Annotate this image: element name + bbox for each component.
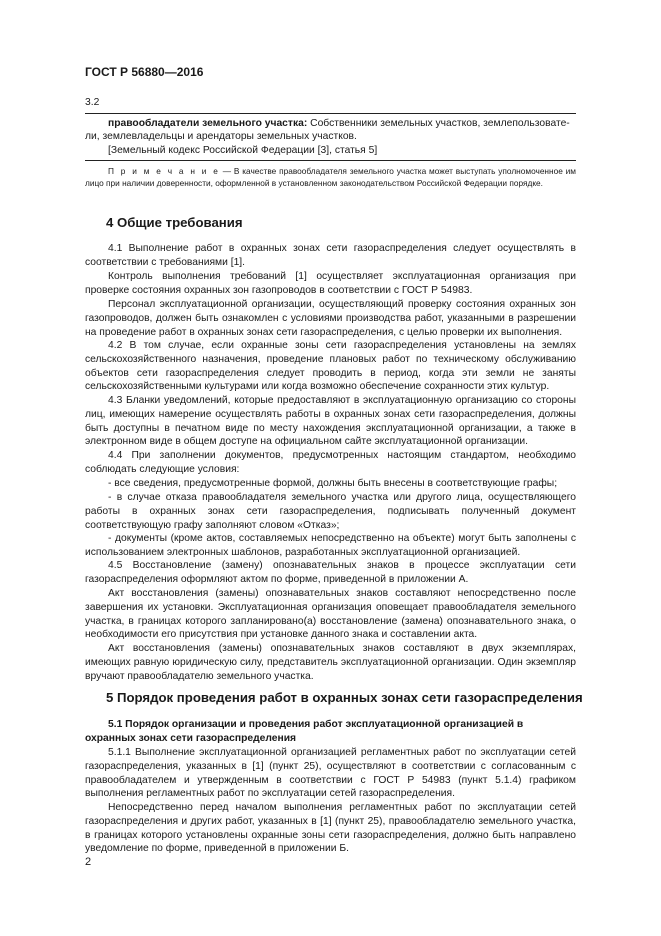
section-5-paragraph: Непосредственно перед началом выполнения регламентных работ по эксплуатации сетей газораспределения и других работ, указанных в [1] (пункт 25), правообладателю земельного участка, в границах которого установлены охранные зоны сети газораспределения, должно быть направлено уведомление по форме, приведенной в приложении Б. [85,802,576,855]
section-5-title: 5 Порядок проведения работ в охранных зонах сети газораспределения [106,690,583,705]
section-4-paragraph: Акт восстановления (замены) опознавательных знаков составляют непосредственно после завершения их установки. Эксплуатационная организация оповещает правообладателя земельного участка, в границах которого запланировано(а) восстановление (замена) опознавательного знака, о необходимости его присутствия при установке данного знака и составлении акта. [85,588,576,641]
section-4-paragraph: 4.1 Выполнение работ в охранных зонах сети газораспределения следует осуществлять в соответствии с требованиями [1]. [85,243,576,268]
section-4-paragraph: Персонал эксплуатационной организации, осуществляющий проверку состояния охранных зон газопроводов, должен быть ознакомлен с условиями производства работ, указанными в разрешении на проведение работ в охранных зонах сети газораспределения, с целью проверки их выполнения. [85,299,576,338]
subsection-5-1-title: 5.1 Порядок организации и проведения работ эксплуатационной организацией в охранных зонах сети газораспределения [85,719,524,744]
term-note [85,166,576,189]
section-4-paragraph: 4.2 В том случае, если охранные зоны сети газораспределения установлены на землях сельскохозяйственного назначения, проведение плановых работ по техническому обслуживанию объектов сети газораспределения следует проводить в период, когда эти земли не заняты сельскохозяйственными культурами или когда возможно обеспечение сохранности этих культур. [85,340,576,393]
list-item: - в случае отказа правообладателя земельного участка или другого лица, осуществляющего работы в охранных зонах сети газораспределения, подписывать полученный документ соответствующую графу заполняют словом «Отказ»; [85,492,576,531]
list-item: - все сведения, предусмотренные формой, должны быть внесены в соответствующие графы; [108,478,558,489]
term-definition-box [85,113,576,161]
term-definition-line2: ли, землевладельцы и арендаторы земельных участков. [85,131,357,142]
section-4-title: 4 Общие требования [106,215,243,230]
section-5-paragraph: 5.1.1 Выполнение эксплуатационной организацией регламентных работ по эксплуатации сетей газораспределения, указанных в [1] (пункт 25), осуществляют в соответствии с согласованным с правообладателем и утвержденным в соответствии с ГОСТ Р 54983 (пункт 5.1.4) графиком выполнения регламентных работ по эксплуатации сетей газораспределения. [85,747,576,800]
list-item: - документы (кроме актов, составляемых непосредственно на объекте) могут быть заполнены с использованием электронных шаблонов, разработанных эксплуатационной организацией. [85,533,576,558]
term-definition-line1: Собственники земельных участков, землепользовате- [310,118,570,129]
note-text: — В качестве правообладателя земельного участка может выступать уполномоченное им лицо при наличии доверенности, оформленной в установленном законодательством Российской Федерации порядке. [85,166,577,188]
term-number: 3.2 [85,97,100,108]
section-4-paragraph: 4.5 Восстановление (замену) опознавательных знаков в процессе эксплуатации сети газораспределения оформляют актом по форме, приведенной в приложении А. [85,560,576,585]
term-line1 [85,117,576,131]
page-number: 2 [85,856,92,868]
term-source: [Земельный кодекс Российской Федерации [3], статья 5] [108,145,378,156]
section-4-paragraph: 4.3 Бланки уведомлений, которые предоставляют в эксплуатационную организацию со стороны лиц, имеющих намерение осуществлять работы в охранных зонах сети газораспределения, должны быть доступны в печатном виде по месту нахождения эксплуатационной организации, а также в электронном виде в общем доступе на официальном сайте эксплуатационной организации. [85,395,576,448]
term-name: правообладатели земельного участка: [108,118,308,129]
section-4-paragraph: Акт восстановления (замены) опознавательных знаков составляют в двух экземплярах, имеющих равную юридическую силу, представитель эксплуатационной организации. Один экземпляр вручают правообладателю земельного участка. [85,643,576,682]
section-4-paragraph: 4.4 При заполнении документов, предусмотренных настоящим стандартом, необходимо соблюдать следующие условия: [85,450,576,475]
section-4-paragraph: Контроль выполнения требований [1] осуществляет эксплуатационная организация при проверке состояния охранных зон газопроводов в соответствии с ГОСТ Р 54983. [85,271,576,296]
note-label: П р и м е ч а н и е [108,166,220,176]
document-code: ГОСТ Р 56880—2016 [85,65,204,79]
